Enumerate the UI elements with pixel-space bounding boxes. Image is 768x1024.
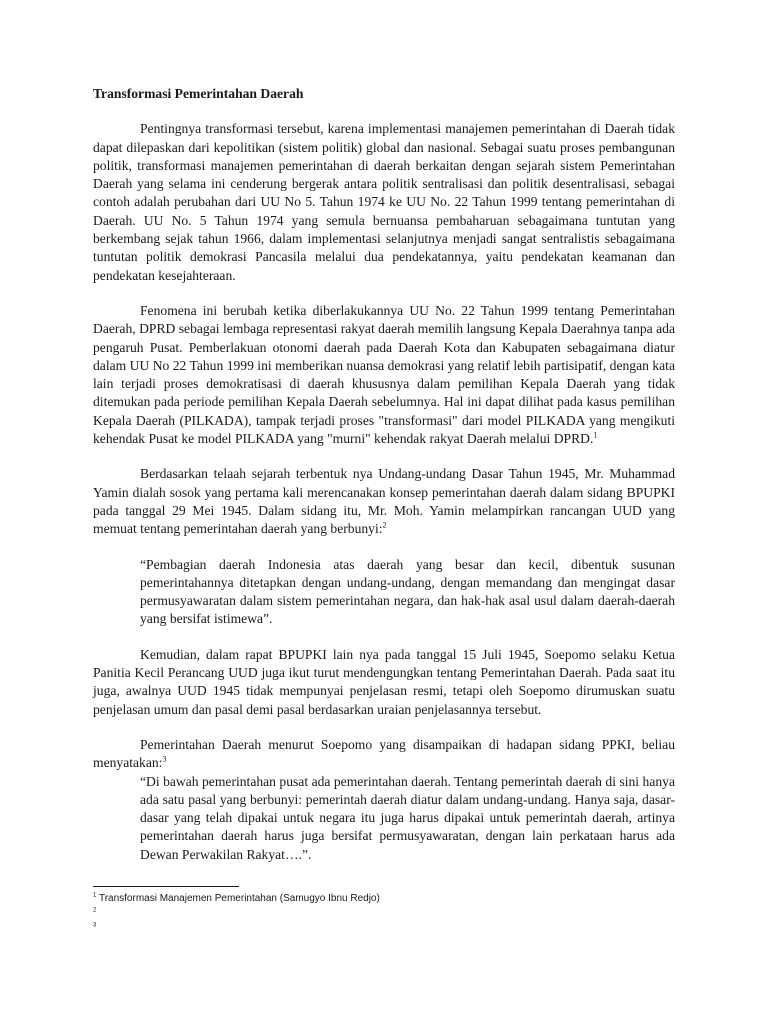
- paragraph-2-text: Fenomena ini berubah ketika diberlakukannya UU No. 22 Tahun 1999 tentang Pemerintahan Daerah, DPRD sebagai lembaga representasi rakyat daerah memilih langsung Kepala Daerahnya tanpa ada pengaruh Pusat. Pemberlakuan otonomi daerah pada Daerah Kota dan Kabupaten sebagaimana diatur dalam UU No 22 Tahun 1999 ini memberikan nuansa demokrasi yang relatif lebih partisipatif, dengan kata lain terjadi proses demokratisasi di daerah khususnya dalam pemilihan Kepala Daerah yang tidak ditemukan pada periode pemilihan Kepala Daerah sebelumnya. Hal ini dapat dilihat pada kasus pemilihan Kepala Daerah (PILKADA), tampak terjadi proses "transformasi" dari model PILKADA yang mengikuti kehendak Pusat ke model PILKADA yang "murni" kehendak rakyat Daerah melalui DPRD.: [93, 302, 675, 447]
- footnotes-section: [93, 886, 675, 937]
- footnote-2: [93, 907, 675, 920]
- footnote-1-text: Transformasi Manajemen Pemerintahan (Samugyo Ibnu Redjo): [98, 893, 380, 904]
- paragraph-4: [93, 646, 675, 719]
- paragraph-4-text: Kemudian, dalam rapat BPUPKI lain nya pada tanggal 15 Juli 1945, Soepomo selaku Ketua Panitia Kecil Perancang UUD juga ikut turut mendengungkan tentang Pemerintahan Daerah. Pada saat itu juga, awalnya UUD 1945 tidak mempunyai penjelasan resmi, tetapi oleh Soepomo dirumuskan suatu penjelasan umum dan pasal demi pasal berdasarkan uraian penjelasannya tersebut.: [93, 646, 675, 717]
- quote-1: [140, 556, 675, 629]
- paragraph-2: [93, 302, 675, 448]
- footnote-ref-1[interactable]: 1: [593, 430, 598, 440]
- quote-1-text: “Pembagian daerah Indonesia atas daerah yang besar dan kecil, dibentuk susunan pemerintahannya ditetapkan dengan undang-undang, dengan memandang dan mengingat dasar permusyawaratan dalam sistem pemerintahan negara, dan hak-hak asal usul dalam daerah-daerah yang bersifat istimewa”.: [140, 556, 675, 627]
- footnote-1: [93, 892, 675, 905]
- paragraph-1: [93, 120, 675, 285]
- footnote-ref-2[interactable]: 2: [382, 520, 387, 530]
- paragraph-1-text: Pentingnya transformasi tersebut, karena implementasi manajemen pemerintahan di Daerah tidak dapat dilepaskan dari kepolitikan (sistem politik) global dan nasional. Sebagai suatu proses pembangunan politik, transformasi manajemen pemerintahan di daerah berkaitan dengan sejarah sistem Pemerintahan Daerah yang selama ini cenderung bergerak antara politik sentralisasi dan politik desentralisasi, sebagai contoh adalah perubahan dari UU No 5. Tahun 1974 ke UU No. 22 Tahun 1999 tentang pemerintahan di Daerah. UU No. 5 Tahun 1974 yang semula bernuansa pembaharuan sebagaimana tuntutan yang berkembang sejak tahun 1966, dalam implementasi selanjutnya menjadi sangat sentralistis sebagaimana tuntutan politik demokrasi Pancasila melalui dua pendekatannya, yaitu pendekatan keamanan dan pendekatan kesejahteraan.: [93, 121, 675, 283]
- quote-2: [140, 773, 675, 864]
- quote-2-text: “Di bawah pemerintahan pusat ada pemerintahan daerah. Tentang pemerintah daerah di sini hanya ada satu pasal yang berbunyi: pemerintah daerah diatur dalam undang-undang. Hanya saja, dasar-dasar yang telah dipakai untuk negara itu juga harus dipakai untuk pemerintah daerah, artinya pemerintahan daerah harus juga bersifat permusyawaratan, dengan lain perkataan harus ada Dewan Perwakilan Rakyat….”.: [140, 773, 675, 862]
- paragraph-3: [93, 465, 675, 538]
- footnote-3-number: 3: [93, 922, 97, 929]
- document-title: Transformasi Pemerintahan Daerah: [93, 86, 304, 101]
- footnote-2-number: 2: [93, 907, 97, 914]
- footnote-1-number: 1: [93, 892, 97, 899]
- paragraph-5-text: Pemerintahan Daerah menurut Soepomo yang disampaikan di hadapan sidang PPKI, beliau menyatakan:: [93, 736, 675, 771]
- document-body: [93, 85, 675, 881]
- paragraph-3-text: Berdasarkan telaah sejarah terbentuk nya Undang-undang Dasar Tahun 1945, Mr. Muhammad Yamin dialah sosok yang pertama kali merencanakan konsep pemerintahan daerah dalam sidang BPUPKI pada tanggal 29 Mei 1945. Dalam sidang itu, Mr. Moh. Yamin melampirkan rancangan UUD yang memuat tentang pemerintahan daerah yang berbunyi:: [93, 466, 675, 537]
- footnote-separator: [93, 886, 239, 887]
- footnote-ref-3[interactable]: 3: [162, 754, 167, 764]
- footnote-3: [93, 922, 675, 935]
- paragraph-5: [93, 736, 675, 773]
